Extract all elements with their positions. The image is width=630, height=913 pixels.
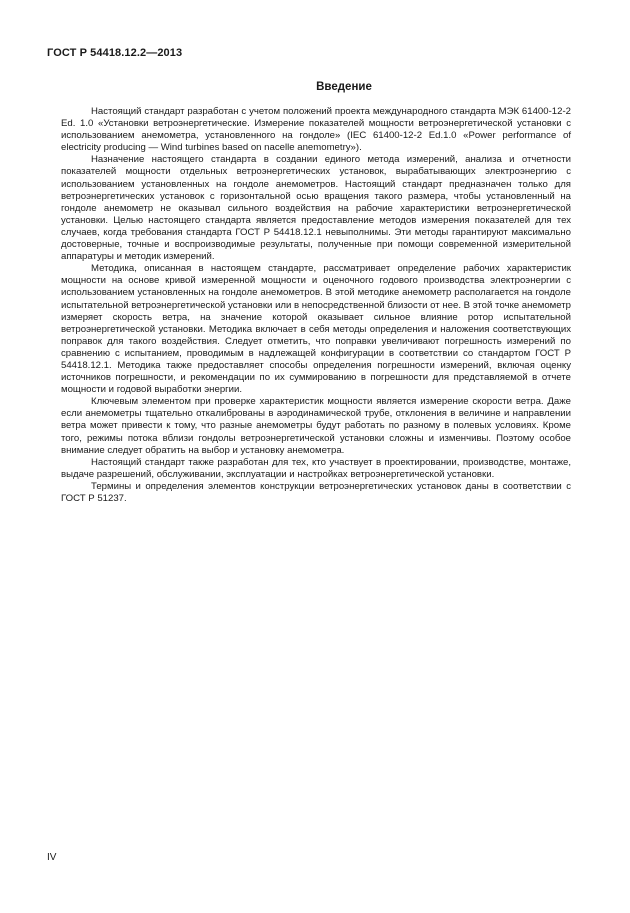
paragraph: Назначение настоящего стандарта в создании единого метода измерений, анализа и отчетности показателей мощности отдельных ветроэнергетических установок, вырабатывающих электроэнергию с использованием установленных на гондоле анемометров. Настоящий стандарт предназначен только для ветроэнергетических установок с горизонтальной осью вращения такого размера, чтобы установленный на гондоле анемометр не оказывал сильного воздействия на рабочие характеристики ветроэнергетической установки. Целью настоящего стандарта является предоставление методов измерения показателей для тех случаев, когда требования стандарта ГОСТ Р 54418.12.1 невыполнимы. Эти методы гарантируют максимально достоверные, точные и воспроизводимые результаты, полученные при помощи современной измерительной аппаратуры и методик измерений. (61, 154, 571, 263)
page-number: IV (47, 852, 57, 863)
paragraph: Настоящий стандарт также разработан для тех, кто участвует в проектировании, производстве, монтаже, выдаче разрешений, обслуживании, эксплуатации и настройках ветроэнергетической установки. (61, 456, 571, 480)
body-text (61, 106, 571, 505)
section-title-text: Введение (316, 81, 372, 93)
paragraph: Ключевым элементом при проверке характеристик мощности является измерение скорости ветра. Даже если анемометры тщательно откалиброваны в аэродинамической трубе, отклонения в величине и направлении ветра может привести к тому, что разные анемометры будут работать по разному в полевых условиях. Кроме того, режимы потока вблизи гондолы ветроэнергетической установки сложны и изменчивы. Поэтому особое внимание следует обратить на выбор и установку анемометра. (61, 396, 571, 456)
standard-code: ГОСТ Р 54418.12.2—2013 (47, 47, 183, 59)
paragraph: Методика, описанная в настоящем стандарте, рассматривает определение рабочих характеристик мощности на основе кривой измеренной мощности и оценочного годового производства электроэнергии с использованием установленных на гондоле анемометров. В этой методике анемометр располагается на гондоле испытательной ветроэнергетической установки или в непосредственной близости от нее. В этой точке анемометр измеряет скорость ветра, на значение которой оказывает сильное влияние ротор испытательной ветроэнергетической установки. Методика включает в себя методы определения и наложения соответствующих поправок для такого воздействия. Следует отметить, что поправки увеличивают погрешность измерений по сравнению с испытанием, проводимым в надлежащей конфигурации в соответствии со стандартом ГОСТ Р 54418.12.1. Методика также предоставляет способы определения погрешности измерений, включая оценку источников погрешности, и рекомендации по их суммированию в погрешности для представляемой в отчете мощности и годовой выработки энергии. (61, 263, 571, 396)
paragraph: Термины и определения элементов конструкции ветроэнергетических установок даны в соответствии с ГОСТ Р 51237. (61, 480, 571, 504)
section-title (0, 81, 630, 93)
paragraph: Настоящий стандарт разработан с учетом положений проекта международного стандарта МЭК 61400-12-2 Ed. 1.0 «Установки ветроэнергетические. Измерение показателей мощности ветроэнергетической установки с использованием анемометра, установленного на гондоле» (IEC 61400-12-2 Ed.1.0 «Power performance of electricity producing — Wind turbines based on nacelle anemometry»). (61, 106, 571, 154)
